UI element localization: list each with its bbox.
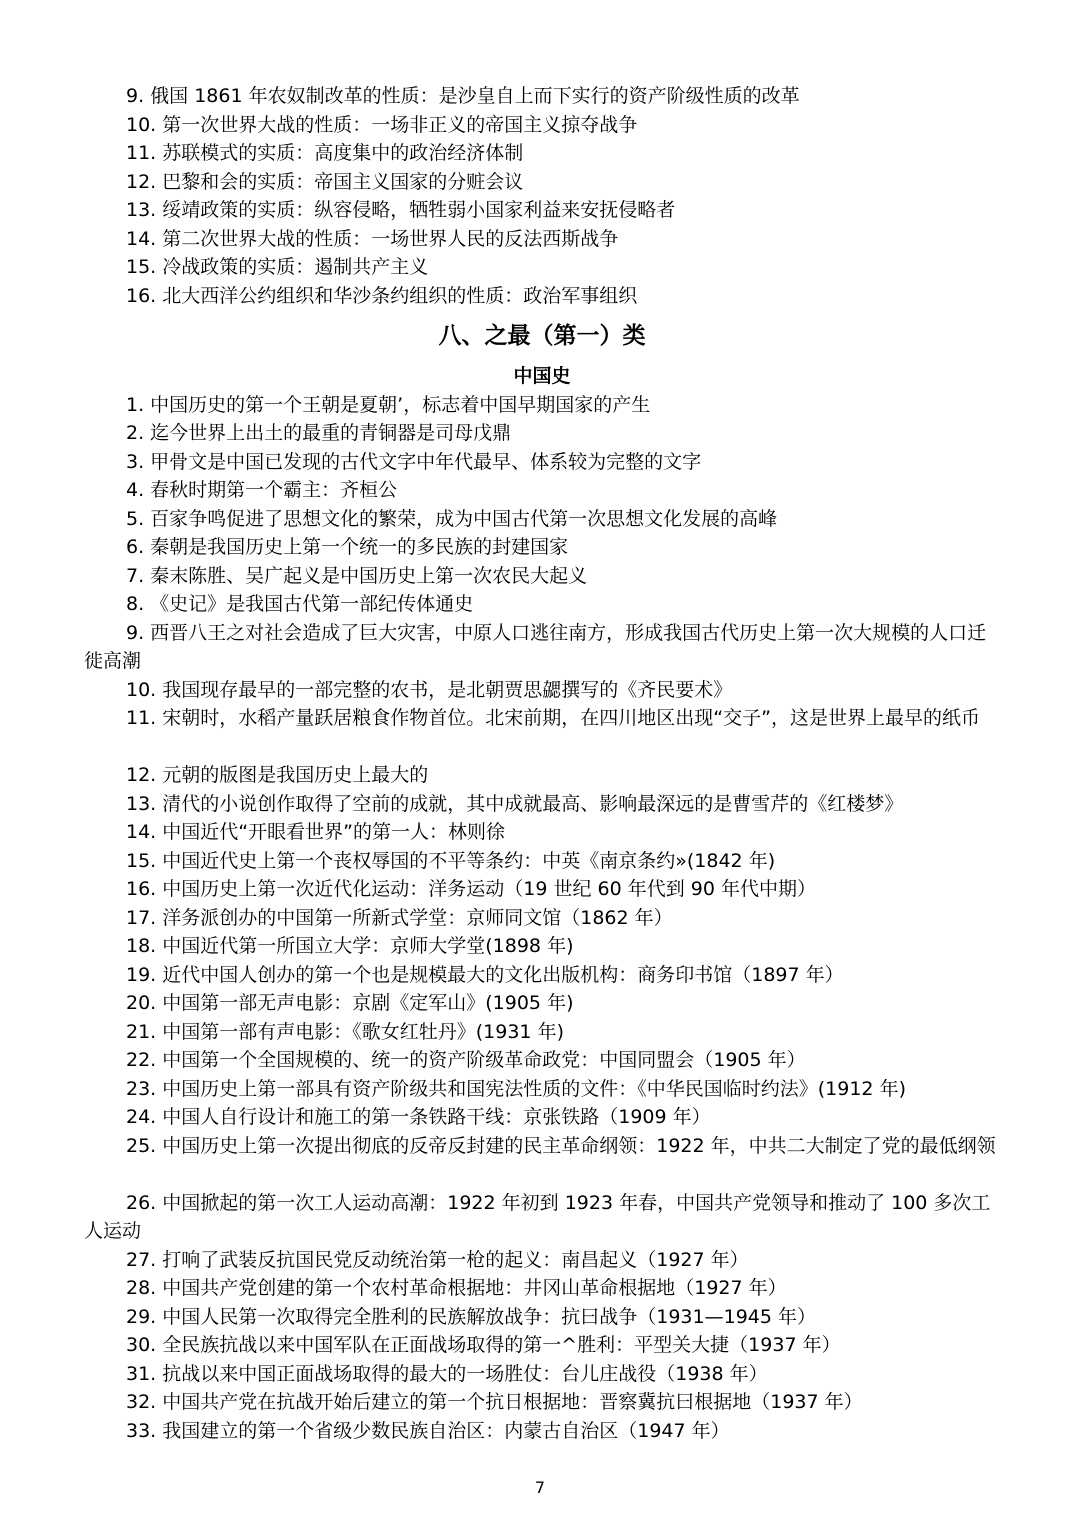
page-number: 7: [534, 1478, 546, 1497]
list-item: 24. 中国人自行设计和施工的第一条铁路干线：京张铁路（1909 年）: [126, 1106, 711, 1128]
list-item: 33. 我国建立的第一个省级少数民族自治区：内蒙古自治区（1947 年）: [126, 1419, 730, 1442]
list-item: 4. 春秋时期第一个霸主：齐桓公: [126, 479, 398, 501]
list-item: 2. 迄今世界上出土的最重的青铜器是司母戊鼎: [126, 422, 512, 444]
list-item: 29. 中国人民第一次取得完全胜利的民族解放战争：抗曰战争（1931—1945 年）: [126, 1305, 817, 1328]
list-item: 28. 中国共产党创建的第一个农村革命根据地：井冈山革命根据地（1927 年）: [126, 1277, 787, 1299]
list-item: 15. 冷战政策的实质：遏制共产主义: [126, 256, 429, 278]
list-item: 10. 我国现存最早的一部完整的农书，是北朝贾思勰撰写的《齐民要术》: [126, 678, 733, 701]
list-item: 10. 第一次世界大战的性质：一场非正义的帝国主义掠夺战争: [126, 113, 638, 136]
list-item: 18. 中国近代第一所国立大学：京师大学堂(1898 年): [126, 935, 574, 957]
list-item: 22. 中国第一个全国规模的、统一的资产阶级革命政党：中国同盟会（1905 年）: [126, 1049, 806, 1071]
list-item: 21. 中国第一部有声电影：《歌女红牡丹》(1931 年): [126, 1020, 564, 1043]
section-title: 八、之最（第一）类: [438, 323, 646, 349]
list-item: 13. 绥靖政策的实质：纵容侵略，牺牲弱小国家利益来安抚侵略者: [126, 199, 676, 221]
list-item: 14. 中国近代“开眼看世界”的第一人：林则徐: [126, 821, 505, 843]
list-item: 25. 中国历史上第一次提出彻底的反帝反封建的民主革命纲领：1922 年，中共二大制定了党的最低纲领: [126, 1134, 996, 1157]
list-item: 16. 中国历史上第一次近代化运动：洋务运动（19 世纪 60 年代到 90 年代中期）: [126, 878, 816, 900]
list-item: 31. 抗战以来中国正面战场取得的最大的一场胜仗：台儿庄战役（1938 年）: [126, 1362, 768, 1385]
list-item: 5. 百家争鸣促进了思想文化的繁荣，成为中国古代第一次思想文化发展的高峰: [126, 507, 778, 530]
list-item: 11. 苏联模式的实质：高度集中的政治经济体制: [126, 142, 524, 164]
list-item: 3. 甲骨文是中国已发现的古代文字中年代最早、体系较为完整的文字: [126, 450, 702, 473]
subsection-title: 中国史: [513, 365, 571, 387]
list-item: 9. 西晋八王之对社会造成了巨大灾害，中原人口逃往南方，形成我国古代历史上第一次大规模的人口迁徙高潮: [84, 621, 987, 672]
firsts-list: [84, 391, 1000, 1446]
list-item: 19. 近代中国人创办的第一个也是规模最大的文化出版机构：商务印书馆（1897 年）: [126, 963, 844, 986]
list-item: 1. 中国历史的第一个王朝是夏朝’，标志着中国早期国家的产生: [126, 393, 651, 416]
list-item: 32. 中国共产党在抗战开始后建立的第一个抗日根据地：晋察冀抗曰根据地（1937 年）: [126, 1391, 863, 1413]
content-block: [84, 82, 1000, 1445]
list-item: 9. 俄国 1861 年农奴制改革的性质：是沙皇自上而下实行的资产阶级性质的改革: [126, 85, 800, 107]
list-item: 6. 秦朝是我国历史上第一个统一的多民族的封建国家: [126, 536, 569, 558]
nature-list: [84, 82, 1000, 310]
list-item: 11. 宋朝时，水稻产量跃居粮食作物首位。北宋前期，在四川地区出现“交子”，这是世界上最早的纸币: [126, 707, 980, 729]
list-item: 23. 中国历史上第一部具有资产阶级共和国宪法性质的文件：《中华民国临时约法》(1912 年): [126, 1077, 906, 1100]
list-item: 7. 秦末陈胜、吴广起义是中国历史上第一次农民大起义: [126, 564, 588, 587]
list-item: 15. 中国近代史上第一个丧权辱国的不平等条约：中英《南京条约»(1842 年): [126, 849, 776, 872]
list-item: 12. 元朝的版图是我国历史上最大的: [126, 764, 429, 786]
list-item: 8. 《史记》是我国古代第一部纪传体通史: [126, 593, 474, 615]
list-item: 12. 巴黎和会的实质：帝国主义国家的分赃会议: [126, 170, 524, 193]
list-item: 16. 北大西洋公约组织和华沙条约组织的性质：政治军事组织: [126, 284, 638, 307]
list-item: 27. 打响了武装反抗国民党反动统治第一枪的起义：南昌起义（1927 年）: [126, 1248, 749, 1271]
list-item: 30. 全民族抗战以来中国军队在正面战场取得的第一^胜利：平型关大捷（1937 年）: [126, 1334, 841, 1356]
list-item: 26. 中国掀起的第一次工人运动高潮：1922 年初到 1923 年春，中国共产党领导和推动了 100 多次工人运动: [84, 1191, 991, 1242]
list-item: 20. 中国第一部无声电影：京剧《定军山》(1905 年): [126, 992, 574, 1014]
list-item: 17. 洋务派创办的中国第一所新式学堂：京师同文馆（1862 年）: [126, 906, 673, 929]
list-item: 14. 第二次世界大战的性质：一场世界人民的反法西斯战争: [126, 227, 619, 250]
list-item: 13. 清代的小说创作取得了空前的成就，其中成就最高、影响最深远的是曹雪芹的《红楼梦》: [126, 792, 904, 815]
